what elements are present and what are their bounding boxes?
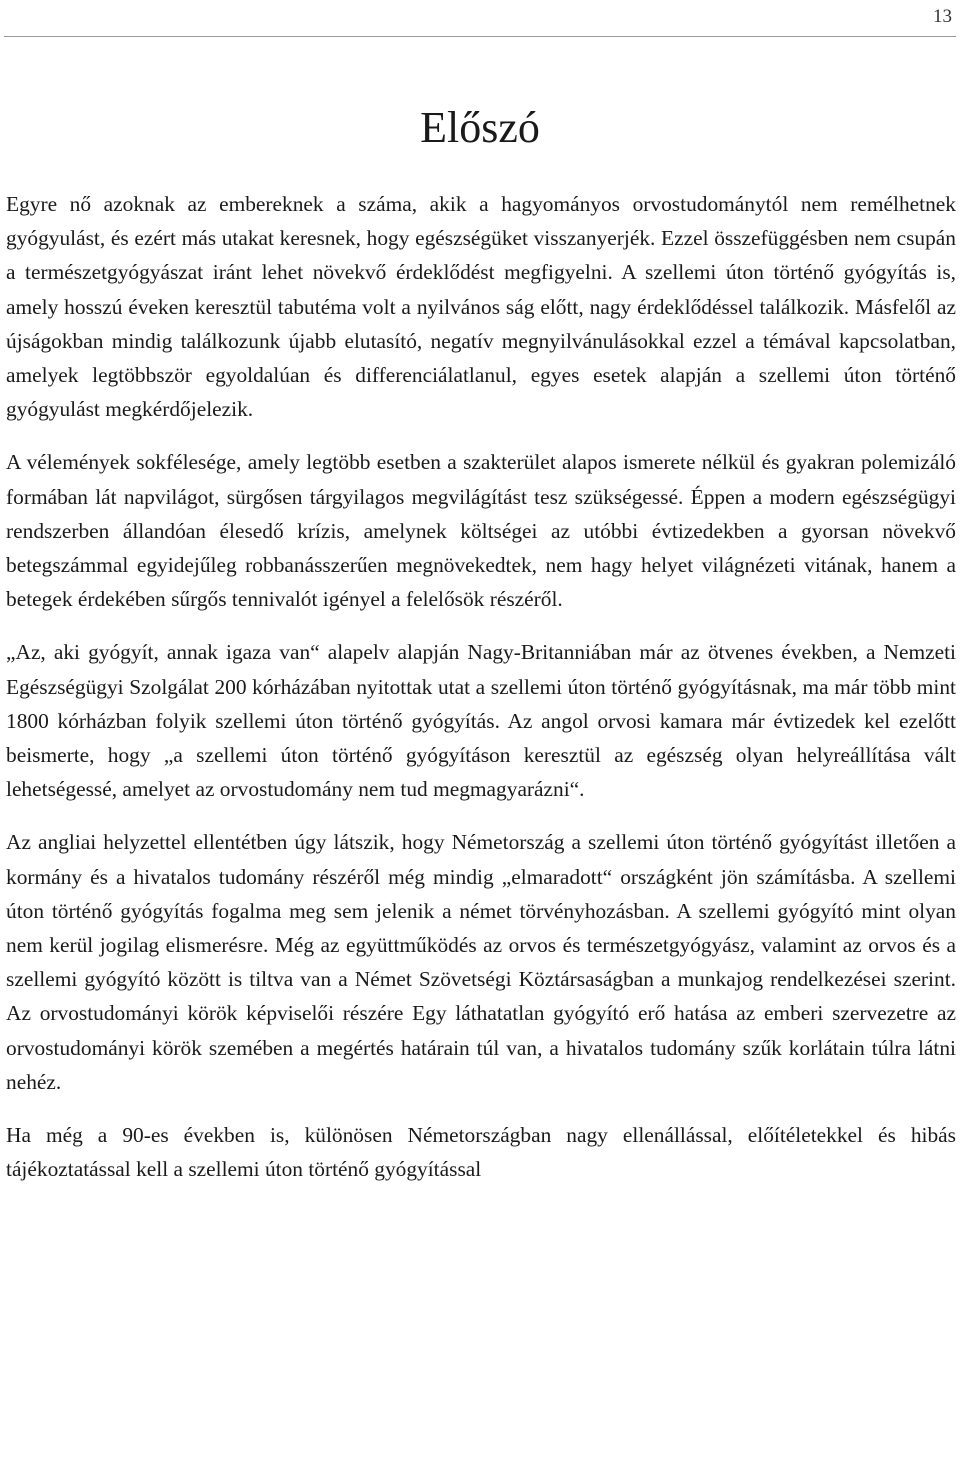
paragraph-3: „Az, aki gyógyít, annak igaza van“ alapelv alapján Nagy-Britanniában már az ötvenes években, a Nemzeti Egészségügyi Szolgálat 200 kórházában nyitottak utat a szellemi úton történő gyógyításnak, ma már több mint 1800 kórházban folyik szellemi úton történő gyógyítás. Az angol orvosi kamara már évtizedek kel ezelőtt beismerte, hogy „a szellemi úton történő gyógyításon keresztül az egészség olyan helyreállítása vált lehetségessé, amelyet az orvostudomány nem tud megmagyarázni“. (6, 640, 956, 802)
page-title: Előszó (420, 103, 540, 152)
paragraph-5: Ha még a 90-es években is, különösen Németországban nagy ellenállással, előítéletekkel és hibás tájékoztatással kell a szellemi úton történő gyógyítással (6, 1123, 956, 1182)
header-rule (4, 36, 956, 37)
body-text (6, 187, 956, 1186)
page-number: 13 (933, 6, 952, 27)
paragraph-2: A vélemények sokfélesége, amely legtöbb esetben a szakterület alapos ismerete nélkül és gyakran polemizáló formában lát napvilágot, sürgősen tárgyilagos megvilágítást tesz szükségessé. Éppen a modern egészségügyi rendszerben állandóan élesedő krízis, amelynek költségei az utóbbi évtizedekben a gyorsan növekvő betegszámmal egyidejűleg robbanásszerűen megnövekedtek, nem hagy helyet világnézeti vitának, hanem a betegek érdekében sűrgős tennivalót igényel a felelősök részéről. (6, 450, 956, 612)
paragraph-4: Az angliai helyzettel ellentétben úgy látszik, hogy Németország a szellemi úton történő gyógyítást illetően a kormány és a hivatalos tudomány részéről még mindig „elmaradott“ országként jön számításba. A szellemi úton történő gyógyítás fogalma meg sem jelenik a német törvényhozásban. A szellemi gyógyító mint olyan nem kerül jogilag elismerésre. Még az együttműködés az orvos és természetgyógyász, valamint az orvos és a szellemi gyógyító között is tiltva van a Német Szövetségi Köztársaságban a munkajog rendelkezései szerint. Az orvostudományi körök képviselői részére Egy láthatatlan gyógyító erő hatása az emberi szervezetre az orvostudományi körök szemében a megértés határain túl van, a hivatalos tudomány szűk korlátain túlra látni nehéz. (6, 830, 956, 1094)
page-header (0, 0, 960, 40)
paragraph-1: Egyre nő azoknak az embereknek a száma, akik a hagyományos orvostudománytól nem remélhetnek gyógyulást, és ezért más utakat keresnek, hogy egészségüket visszanyerjék. Ezzel összefüggésben nem csupán a természetgyógyászat iránt lehet növekvő érdeklődést megfigyelni. A szellemi úton történő gyógyítás is, amely hosszú éveken keresztül tabutéma volt a nyilvános ság előtt, nagy érdeklődéssel találkozik. Másfelől az újságokban mindig találkozunk újabb elutasító, negatív megnyilvánulásokkal ezzel a témával kapcsolatban, amelyek legtöbbször egyoldalúan és differenciálatlanul, egyes esetek alapján a szellemi úton történő gyógyulást megkérdőjelezik. (6, 192, 956, 422)
